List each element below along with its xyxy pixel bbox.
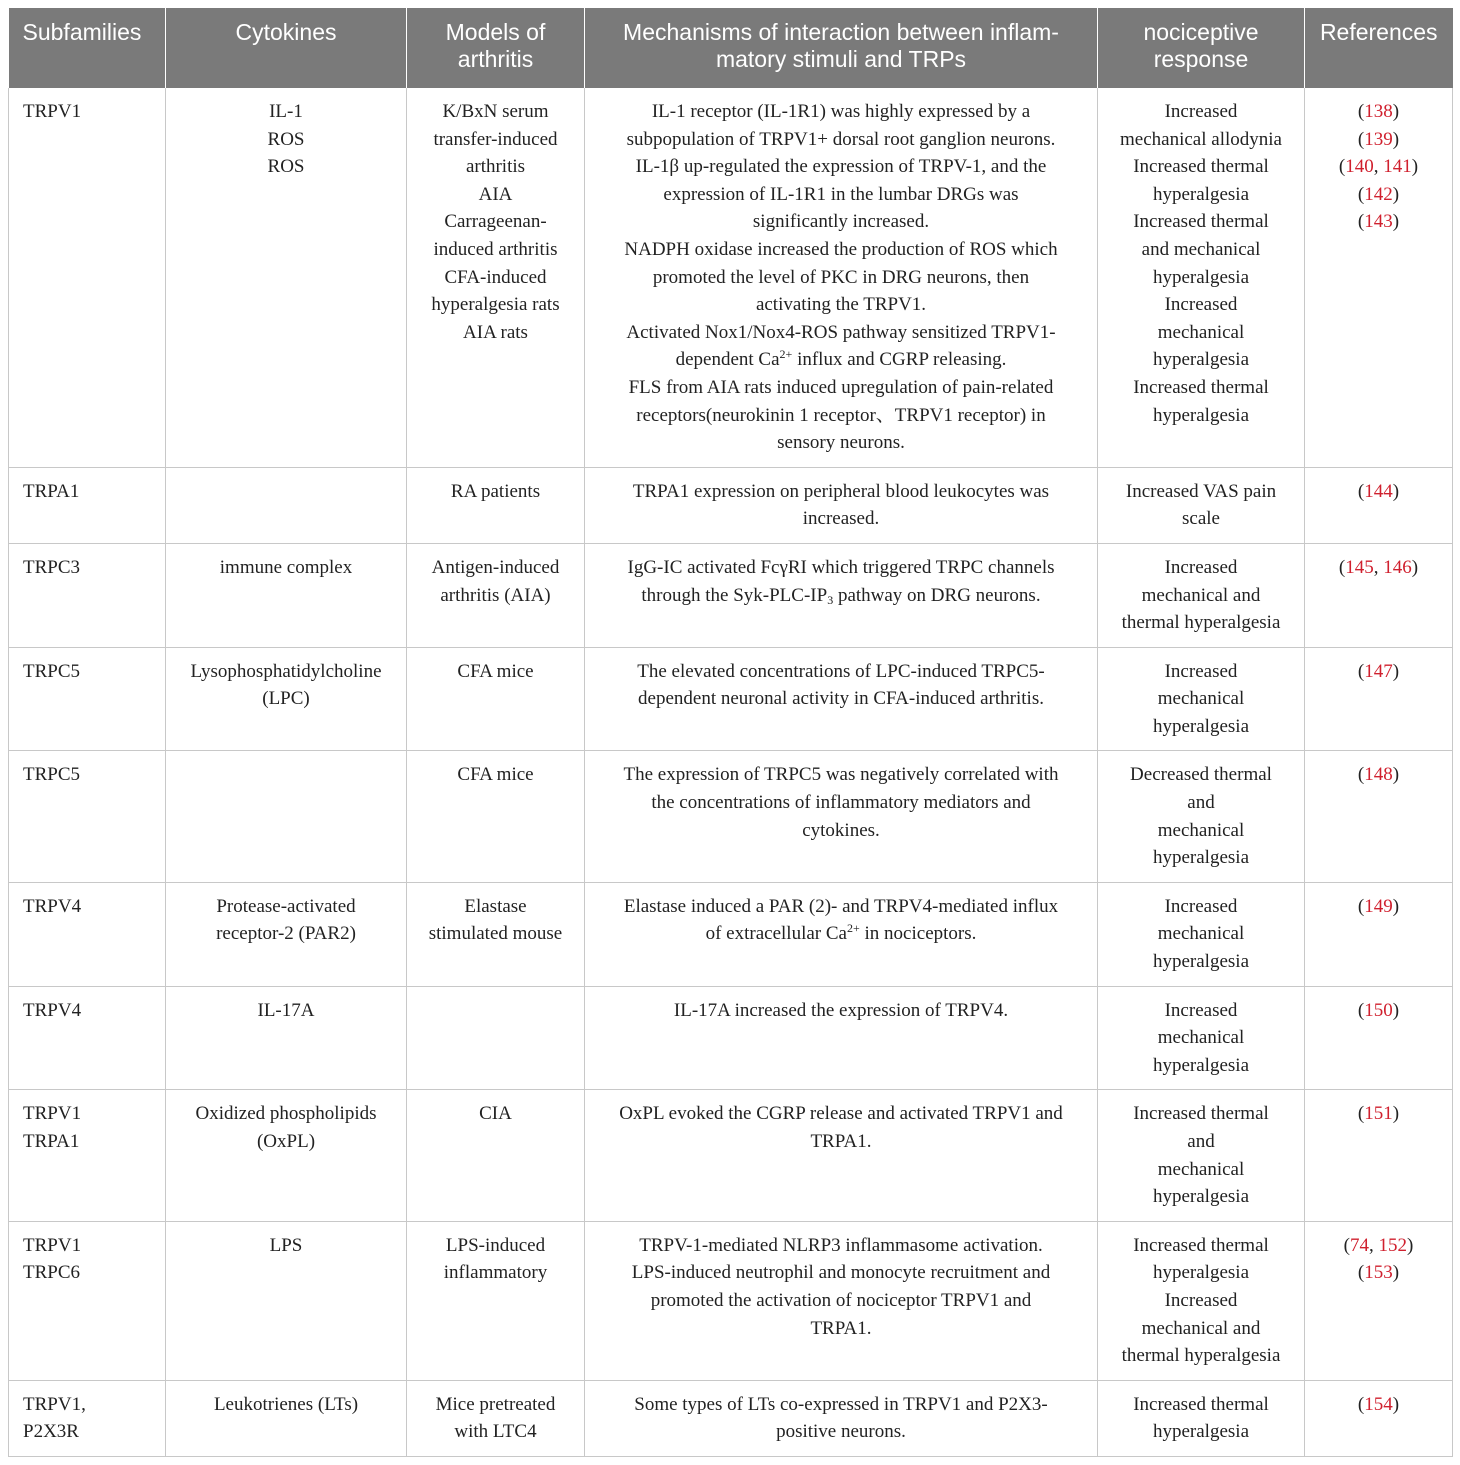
reference-link[interactable]: 148 (1364, 764, 1393, 786)
cell-cytokines (166, 751, 407, 882)
cell-mechanisms: TRPV-1-mediated NLRP3 inflammasome activation. LPS-induced neutrophil and monocyte recruitment and promoted the activation of nociceptor TRPV1 and TRPA1. (585, 1221, 1098, 1380)
table-row (9, 1090, 1453, 1221)
table-row (9, 543, 1453, 647)
cell-references: (151) (1305, 1090, 1453, 1221)
reference-link[interactable]: 152 (1378, 1234, 1407, 1256)
cell-references: (74, 152) (153) (1305, 1221, 1453, 1380)
cell-models: Mice pretreated with LTC4 (407, 1380, 585, 1456)
reference-link[interactable]: 140 (1345, 156, 1374, 178)
header-subfamilies: Subfamilies (9, 8, 166, 88)
header-mechanisms: Mechanisms of interaction between inflam- matory stimuli and TRPs (585, 8, 1098, 88)
cell-cytokines: IL-1 ROS ROS (166, 88, 407, 467)
cell-cytokines: LPS (166, 1221, 407, 1380)
cell-subfamilies: TRPC5 (9, 647, 166, 751)
table-row (9, 647, 1453, 751)
cell-nociceptive: Increased thermal and mechanical hyperalgesia (1098, 1090, 1305, 1221)
cell-models: RA patients (407, 467, 585, 543)
reference-link[interactable]: 147 (1364, 660, 1393, 682)
cell-nociceptive: Increased mechanical hyperalgesia (1098, 882, 1305, 986)
reference-link[interactable]: 153 (1364, 1262, 1393, 1284)
cell-cytokines: Oxidized phospholipids (OxPL) (166, 1090, 407, 1221)
cell-references: (138) (139) (140, 141) (142) (143) (1305, 88, 1453, 467)
data-table (8, 8, 1453, 1457)
cell-references: (154) (1305, 1380, 1453, 1456)
table-row (9, 88, 1453, 467)
table-row (9, 986, 1453, 1090)
cell-models: Elastase stimulated mouse (407, 882, 585, 986)
table-row (9, 882, 1453, 986)
cell-cytokines: Leukotrienes (LTs) (166, 1380, 407, 1456)
cell-models: CIA (407, 1090, 585, 1221)
cell-cytokines: IL-17A (166, 986, 407, 1090)
cell-models (407, 986, 585, 1090)
reference-link[interactable]: 144 (1364, 480, 1393, 502)
reference-link[interactable]: 74 (1350, 1234, 1369, 1256)
cell-cytokines (166, 467, 407, 543)
header-references: References (1305, 8, 1453, 88)
table-body (9, 88, 1453, 1456)
reference-link[interactable]: 149 (1364, 895, 1393, 917)
cell-references: (148) (1305, 751, 1453, 882)
table-row (9, 467, 1453, 543)
reference-link[interactable]: 141 (1383, 156, 1412, 178)
cell-models: CFA mice (407, 751, 585, 882)
table-container (8, 8, 1452, 1457)
cell-mechanisms: IL-1 receptor (IL-1R1) was highly expressed by a subpopulation of TRPV1+ dorsal root ganglion neurons. IL-1β up-regulated the expression of TRPV-1, and the expression of IL-1R1 in the lumbar DRGs was significantly increased. NADPH oxidase increased the production of ROS which promoted the level of PKC in DRG neurons, then activating the TRPV1. Activated Nox1/Nox4-ROS pathway sensitized TRPV1- dependent $Ca^{2+}$ influx and CGRP releasing. FLS from AIA rats induced upregulation of pain-related receptors(neurokinin 1 receptor、TRPV1 receptor) in sensory neurons. (585, 88, 1098, 467)
cell-mechanisms: IgG-IC activated FcγRI which triggered TRPC channels through the Syk-$PLC-IP_3$ pathway on DRG neurons. (585, 543, 1098, 647)
table-row (9, 1221, 1453, 1380)
reference-link[interactable]: 139 (1364, 128, 1393, 150)
cell-mechanisms: TRPA1 expression on peripheral blood leukocytes was increased. (585, 467, 1098, 543)
cell-models: CFA mice (407, 647, 585, 751)
cell-mechanisms: The expression of TRPC5 was negatively correlated with the concentrations of inflammatory mediators and cytokines. (585, 751, 1098, 882)
header-cytokines: Cytokines (166, 8, 407, 88)
cell-subfamilies: TRPV1, P2X3R (9, 1380, 166, 1456)
header-row (9, 8, 1453, 88)
table-row (9, 751, 1453, 882)
cell-subfamilies: TRPV1 TRPC6 (9, 1221, 166, 1380)
table-header (9, 8, 1453, 88)
cell-models: K/BxN serum transfer-induced arthritis AIA Carrageenan- induced arthritis CFA-induced hyperalgesia rats AIA rats (407, 88, 585, 467)
cell-nociceptive: Increased mechanical hyperalgesia (1098, 647, 1305, 751)
cell-nociceptive: Increased thermal hyperalgesia (1098, 1380, 1305, 1456)
cell-subfamilies: TRPV4 (9, 986, 166, 1090)
reference-link[interactable]: 151 (1364, 1103, 1393, 1125)
cell-mechanisms: OxPL evoked the CGRP release and activated TRPV1 and TRPA1. (585, 1090, 1098, 1221)
cell-nociceptive: Decreased thermal and mechanical hyperalgesia (1098, 751, 1305, 882)
cell-cytokines: Lysophosphatidylcholine (LPC) (166, 647, 407, 751)
cell-nociceptive: Increased mechanical allodynia Increased thermal hyperalgesia Increased thermal and mechanical hyperalgesia Increased mechanical hyperalgesia Increased thermal hyperalgesia (1098, 88, 1305, 467)
cell-mechanisms: IL-17A increased the expression of TRPV4. (585, 986, 1098, 1090)
cell-mechanisms: Some types of LTs co-expressed in TRPV1 and P2X3- positive neurons. (585, 1380, 1098, 1456)
cell-subfamilies: TRPC5 (9, 751, 166, 882)
reference-link[interactable]: 146 (1383, 556, 1412, 578)
cell-nociceptive: Increased VAS pain scale (1098, 467, 1305, 543)
cell-models: Antigen-induced arthritis (AIA) (407, 543, 585, 647)
cell-mechanisms: The elevated concentrations of LPC-induced TRPC5- dependent neuronal activity in CFA-induced arthritis. (585, 647, 1098, 751)
header-models: Models of arthritis (407, 8, 585, 88)
cell-nociceptive: Increased thermal hyperalgesia Increased mechanical and thermal hyperalgesia (1098, 1221, 1305, 1380)
cell-cytokines: Protease-activated receptor-2 (PAR2) (166, 882, 407, 986)
cell-subfamilies: TRPA1 (9, 467, 166, 543)
reference-link[interactable]: 142 (1364, 183, 1393, 205)
reference-link[interactable]: 143 (1364, 211, 1393, 233)
cell-references: (147) (1305, 647, 1453, 751)
cell-references: (150) (1305, 986, 1453, 1090)
cell-mechanisms: Elastase induced a PAR (2)- and TRPV4-mediated influx of extracellular $Ca^{2+}$ in nociceptors. (585, 882, 1098, 986)
cell-references: (144) (1305, 467, 1453, 543)
cell-references: (149) (1305, 882, 1453, 986)
cell-references: (145, 146) (1305, 543, 1453, 647)
cell-subfamilies: TRPV4 (9, 882, 166, 986)
cell-subfamilies: TRPV1 TRPA1 (9, 1090, 166, 1221)
table-row (9, 1380, 1453, 1456)
cell-models: LPS-induced inflammatory (407, 1221, 585, 1380)
reference-link[interactable]: 150 (1364, 999, 1393, 1021)
cell-subfamilies: TRPC3 (9, 543, 166, 647)
reference-link[interactable]: 138 (1364, 101, 1393, 122)
header-nociceptive: nociceptive response (1098, 8, 1305, 88)
cell-nociceptive: Increased mechanical hyperalgesia (1098, 986, 1305, 1090)
reference-link[interactable]: 145 (1345, 556, 1374, 578)
cell-cytokines: immune complex (166, 543, 407, 647)
cell-subfamilies: TRPV1 (9, 88, 166, 467)
cell-nociceptive: Increased mechanical and thermal hyperalgesia (1098, 543, 1305, 647)
reference-link[interactable]: 154 (1364, 1393, 1393, 1415)
